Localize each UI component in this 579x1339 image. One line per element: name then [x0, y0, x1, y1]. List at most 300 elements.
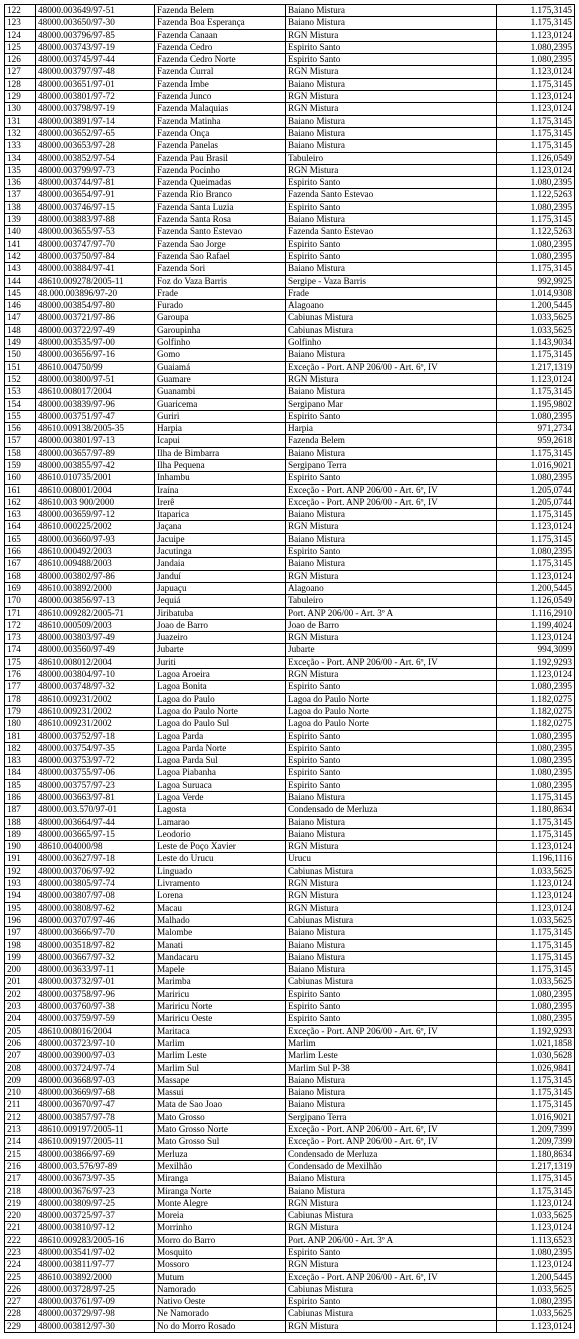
process-number-cell: 48000.003812/97-30: [36, 1320, 155, 1332]
process-number-cell: 48000.003656/97-16: [36, 349, 155, 361]
row-number-cell: 220: [5, 1210, 36, 1222]
table-row: [5, 779, 575, 791]
price-value-cell: 1.192,9293: [497, 656, 575, 668]
table-row: [5, 312, 575, 324]
row-number-cell: 140: [5, 226, 36, 238]
row-number-cell: 156: [5, 423, 36, 435]
reference-oil-cell: Baiano Mistura: [286, 816, 497, 828]
process-number-cell: 48000.003541/97-02: [36, 1246, 155, 1258]
price-value-cell: 1.199,4024: [497, 619, 575, 631]
table-row: [5, 459, 575, 471]
price-value-cell: 994,3099: [497, 644, 575, 656]
field-name-cell: Lagoa do Paulo Norte: [155, 705, 286, 717]
table-row: [5, 1025, 575, 1037]
field-name-cell: Lagoa Parda: [155, 730, 286, 742]
table-row: [5, 632, 575, 644]
row-number-cell: 155: [5, 410, 36, 422]
process-number-cell: 48000.003657/97-89: [36, 447, 155, 459]
reference-oil-cell: Baiano Mistura: [286, 5, 497, 17]
field-name-cell: Inhambu: [155, 472, 286, 484]
row-number-cell: 130: [5, 103, 36, 115]
price-value-cell: 1.080,2395: [497, 1246, 575, 1258]
field-name-cell: Fazenda Cedro: [155, 41, 286, 53]
process-number-cell: 48000.003805/97-74: [36, 878, 155, 890]
field-name-cell: Livramento: [155, 878, 286, 890]
row-number-cell: 162: [5, 496, 36, 508]
reference-oil-cell: Lagoa do Paulo Norte: [286, 718, 497, 730]
row-number-cell: 166: [5, 546, 36, 558]
process-number-cell: 48000.003759/97-59: [36, 1013, 155, 1025]
table-row: [5, 1271, 575, 1283]
process-number-cell: 48000.003667/97-32: [36, 951, 155, 963]
price-value-cell: 1.123,0124: [497, 521, 575, 533]
process-number-cell: 48610.009231/2002: [36, 705, 155, 717]
field-name-cell: Nativo Oeste: [155, 1296, 286, 1308]
table-row: [5, 1173, 575, 1185]
price-value-cell: 1.175,3145: [497, 214, 575, 226]
table-row: [5, 1074, 575, 1086]
reference-oil-cell: Baiano Mistura: [286, 964, 497, 976]
reference-oil-cell: Fazenda Belem: [286, 435, 497, 447]
row-number-cell: 154: [5, 398, 36, 410]
price-value-cell: 1.123,0124: [497, 29, 575, 41]
reference-oil-cell: Exceção - Port. ANP 206/00 - Art. 6º, IV: [286, 1271, 497, 1283]
reference-oil-cell: Cabiunas Mistura: [286, 865, 497, 877]
price-value-cell: 1.123,0124: [497, 1320, 575, 1332]
price-value-cell: 1.175,3145: [497, 927, 575, 939]
field-name-cell: Fazenda Sao Rafael: [155, 250, 286, 262]
field-name-cell: Garoupa: [155, 312, 286, 324]
reference-oil-cell: Tabuleiro: [286, 152, 497, 164]
process-number-cell: 48000.003804/97-10: [36, 669, 155, 681]
process-number-cell: 48000.003654/97-91: [36, 189, 155, 201]
reference-oil-cell: Espirito Santo: [286, 238, 497, 250]
table-row: [5, 718, 575, 730]
field-name-cell: Iraína: [155, 484, 286, 496]
row-number-cell: 173: [5, 632, 36, 644]
price-value-cell: 1.175,3145: [497, 1087, 575, 1099]
row-number-cell: 151: [5, 361, 36, 373]
row-number-cell: 190: [5, 841, 36, 853]
field-name-cell: Golfinho: [155, 337, 286, 349]
table-row: [5, 29, 575, 41]
price-value-cell: 1.080,2395: [497, 767, 575, 779]
process-number-cell: 48000.003753/97-72: [36, 755, 155, 767]
process-number-cell: 48000.003660/97-93: [36, 533, 155, 545]
row-number-cell: 227: [5, 1296, 36, 1308]
field-name-cell: Harpia: [155, 423, 286, 435]
process-number-cell: 48.000.003896/97-20: [36, 287, 155, 299]
table-row: [5, 1037, 575, 1049]
reference-oil-cell: Espirito Santo: [286, 767, 497, 779]
row-number-cell: 193: [5, 878, 36, 890]
price-value-cell: 1.123,0124: [497, 1259, 575, 1271]
reference-oil-cell: Espirito Santo: [286, 1246, 497, 1258]
process-number-cell: 48000.003807/97-08: [36, 890, 155, 902]
row-number-cell: 202: [5, 988, 36, 1000]
field-name-cell: Mariricu Norte: [155, 1001, 286, 1013]
process-number-cell: 48610.009278/2005-11: [36, 275, 155, 287]
row-number-cell: 144: [5, 275, 36, 287]
row-number-cell: 122: [5, 5, 36, 17]
price-value-cell: 992,9925: [497, 275, 575, 287]
field-name-cell: Lagoa Piabanha: [155, 767, 286, 779]
table-row: [5, 705, 575, 717]
table-row: [5, 484, 575, 496]
price-value-cell: 1.200,5445: [497, 300, 575, 312]
process-number-cell: 48000.003797/97-48: [36, 66, 155, 78]
field-name-cell: Fazenda Pau Brasil: [155, 152, 286, 164]
row-number-cell: 139: [5, 214, 36, 226]
field-name-cell: Mato Grosso Norte: [155, 1124, 286, 1136]
row-number-cell: 191: [5, 853, 36, 865]
reference-oil-cell: Baiano Mistura: [286, 1099, 497, 1111]
table-row: [5, 1185, 575, 1197]
row-number-cell: 200: [5, 964, 36, 976]
process-number-cell: 48000.003839/97-96: [36, 398, 155, 410]
process-number-cell: 48000.003649/97-51: [36, 5, 155, 17]
reference-oil-cell: Sergipano Terra: [286, 1111, 497, 1123]
table-row: [5, 644, 575, 656]
row-number-cell: 219: [5, 1197, 36, 1209]
field-name-cell: Fazenda Rio Branco: [155, 189, 286, 201]
document-page: [4, 4, 574, 1333]
reference-oil-cell: Baiano Mistura: [286, 927, 497, 939]
row-number-cell: 172: [5, 619, 36, 631]
field-name-cell: Miranga Norte: [155, 1185, 286, 1197]
price-value-cell: 1.016,9021: [497, 1111, 575, 1123]
table-row: [5, 250, 575, 262]
field-name-cell: Garoupinha: [155, 324, 286, 336]
field-name-cell: Fazenda Queimadas: [155, 177, 286, 189]
field-name-cell: Mosquito: [155, 1246, 286, 1258]
field-name-cell: Mata de Sao Joao: [155, 1099, 286, 1111]
field-name-cell: Lamarao: [155, 816, 286, 828]
field-name-cell: Marlim: [155, 1037, 286, 1049]
process-number-cell: 48000.003670/97-47: [36, 1099, 155, 1111]
field-name-cell: Frade: [155, 287, 286, 299]
price-value-cell: 1.175,3145: [497, 828, 575, 840]
table-row: [5, 927, 575, 939]
row-number-cell: 211: [5, 1099, 36, 1111]
reference-oil-cell: Baiano Mistura: [286, 78, 497, 90]
price-value-cell: 1.175,3145: [497, 816, 575, 828]
process-number-cell: 48000.003744/97-81: [36, 177, 155, 189]
table-row: [5, 546, 575, 558]
price-value-cell: 1.175,3145: [497, 1173, 575, 1185]
field-name-cell: Lagoa Parda Sul: [155, 755, 286, 767]
row-number-cell: 175: [5, 656, 36, 668]
table-row: [5, 804, 575, 816]
reference-oil-cell: RGN Mistura: [286, 878, 497, 890]
price-value-cell: 1.123,0124: [497, 373, 575, 385]
price-value-cell: 1.080,2395: [497, 1013, 575, 1025]
reference-oil-cell: Baiano Mistura: [286, 140, 497, 152]
price-value-cell: 1.192,9293: [497, 1025, 575, 1037]
process-number-cell: 48000.003732/97-01: [36, 976, 155, 988]
row-number-cell: 146: [5, 300, 36, 312]
process-number-cell: 48000.003652/97-65: [36, 127, 155, 139]
price-value-cell: 1.123,0124: [497, 66, 575, 78]
field-name-cell: Fazenda Pocinho: [155, 164, 286, 176]
reference-oil-cell: Condensado de Merluza: [286, 804, 497, 816]
row-number-cell: 197: [5, 927, 36, 939]
row-number-cell: 170: [5, 595, 36, 607]
row-number-cell: 229: [5, 1320, 36, 1332]
process-number-cell: 48610.009283/2005-16: [36, 1234, 155, 1246]
row-number-cell: 157: [5, 435, 36, 447]
price-value-cell: 1.021,1858: [497, 1037, 575, 1049]
row-number-cell: 169: [5, 582, 36, 594]
reference-oil-cell: Joao de Barro: [286, 619, 497, 631]
reference-oil-cell: RGN Mistura: [286, 1222, 497, 1234]
reference-oil-cell: Baiano Mistura: [286, 386, 497, 398]
reference-oil-cell: Baiano Mistura: [286, 214, 497, 226]
price-value-cell: 1.200,5445: [497, 582, 575, 594]
process-number-cell: 48000.003803/97-49: [36, 632, 155, 644]
table-row: [5, 1308, 575, 1320]
reference-oil-cell: Cabiunas Mistura: [286, 1308, 497, 1320]
field-name-cell: Jacuipe: [155, 533, 286, 545]
price-value-cell: 1.122,5263: [497, 226, 575, 238]
price-value-cell: 1.123,0124: [497, 1222, 575, 1234]
price-value-cell: 1.217,1319: [497, 1160, 575, 1172]
row-number-cell: 183: [5, 755, 36, 767]
row-number-cell: 210: [5, 1087, 36, 1099]
price-value-cell: 1.175,3145: [497, 78, 575, 90]
row-number-cell: 164: [5, 521, 36, 533]
reference-oil-cell: Baiano Mistura: [286, 447, 497, 459]
process-number-cell: 48610.004000/98: [36, 841, 155, 853]
price-value-cell: 1.123,0124: [497, 902, 575, 914]
process-number-cell: 48000.003655/97-53: [36, 226, 155, 238]
row-number-cell: 152: [5, 373, 36, 385]
table-row: [5, 410, 575, 422]
price-value-cell: 1.209,7399: [497, 1124, 575, 1136]
field-name-cell: Ilha Pequena: [155, 459, 286, 471]
table-row: [5, 1013, 575, 1025]
field-name-cell: Ilha de Bimbarra: [155, 447, 286, 459]
field-name-cell: Lagoa Suruaca: [155, 779, 286, 791]
row-number-cell: 225: [5, 1271, 36, 1283]
field-name-cell: Namorado: [155, 1283, 286, 1295]
price-value-cell: 1.033,5625: [497, 312, 575, 324]
table-row: [5, 951, 575, 963]
field-name-cell: Itaparica: [155, 509, 286, 521]
row-number-cell: 215: [5, 1148, 36, 1160]
table-row: [5, 1259, 575, 1271]
price-value-cell: 1.175,3145: [497, 1099, 575, 1111]
row-number-cell: 124: [5, 29, 36, 41]
reference-oil-cell: Baiano Mistura: [286, 1185, 497, 1197]
process-number-cell: 48000.003729/97-98: [36, 1308, 155, 1320]
row-number-cell: 177: [5, 681, 36, 693]
table-row: [5, 619, 575, 631]
price-value-cell: 1.123,0124: [497, 164, 575, 176]
process-number-cell: 48000.003809/97-25: [36, 1197, 155, 1209]
row-number-cell: 174: [5, 644, 36, 656]
field-name-cell: Fazenda Junco: [155, 91, 286, 103]
reference-oil-cell: Exceção - Port. ANP 206/00 - Art. 6º, IV: [286, 361, 497, 373]
reference-oil-cell: Exceção - Port. ANP 206/00 - Art. 6º, IV: [286, 1025, 497, 1037]
field-name-cell: Mexilhão: [155, 1160, 286, 1172]
row-number-cell: 214: [5, 1136, 36, 1148]
process-number-cell: 48000.003707/97-46: [36, 914, 155, 926]
row-number-cell: 216: [5, 1160, 36, 1172]
field-name-cell: Manati: [155, 939, 286, 951]
price-value-cell: 1.175,3145: [497, 1074, 575, 1086]
price-value-cell: 1.182,0275: [497, 718, 575, 730]
row-number-cell: 188: [5, 816, 36, 828]
row-number-cell: 125: [5, 41, 36, 53]
table-row: [5, 115, 575, 127]
row-number-cell: 153: [5, 386, 36, 398]
table-row: [5, 509, 575, 521]
row-number-cell: 145: [5, 287, 36, 299]
process-number-cell: 48000.003761/97-09: [36, 1296, 155, 1308]
row-number-cell: 208: [5, 1062, 36, 1074]
field-name-cell: Mandacaru: [155, 951, 286, 963]
table-row: [5, 349, 575, 361]
row-number-cell: 171: [5, 607, 36, 619]
reference-oil-cell: Baiano Mistura: [286, 263, 497, 275]
row-number-cell: 136: [5, 177, 36, 189]
process-number-cell: 48610.009231/2002: [36, 693, 155, 705]
field-name-cell: Juriti: [155, 656, 286, 668]
table-row: [5, 127, 575, 139]
table-row: [5, 91, 575, 103]
process-number-cell: 48000.003750/97-84: [36, 250, 155, 262]
table-row: [5, 361, 575, 373]
process-number-cell: 48000.003757/97-23: [36, 779, 155, 791]
field-name-cell: Guriri: [155, 410, 286, 422]
field-name-cell: Malombe: [155, 927, 286, 939]
field-name-cell: Macau: [155, 902, 286, 914]
process-number-cell: 48000.003801/97-13: [36, 435, 155, 447]
reference-oil-cell: RGN Mistura: [286, 29, 497, 41]
field-name-cell: Guaiamá: [155, 361, 286, 373]
process-number-cell: 48610.008017/2004: [36, 386, 155, 398]
field-name-cell: Jequiá: [155, 595, 286, 607]
row-number-cell: 178: [5, 693, 36, 705]
price-value-cell: 1.123,0124: [497, 91, 575, 103]
process-number-cell: 48000.003857/97-78: [36, 1111, 155, 1123]
table-row: [5, 41, 575, 53]
process-number-cell: 48000.003798/97-19: [36, 103, 155, 115]
field-name-cell: Fazenda Santa Rosa: [155, 214, 286, 226]
field-name-cell: Ne Namorado: [155, 1308, 286, 1320]
process-number-cell: 48610.003892/2000: [36, 582, 155, 594]
process-number-cell: 48610.009138/2005-35: [36, 423, 155, 435]
price-value-cell: 1.122,5263: [497, 189, 575, 201]
reference-oil-cell: Baiano Mistura: [286, 17, 497, 29]
table-row: [5, 472, 575, 484]
process-number-cell: 48000.003802/97-86: [36, 570, 155, 582]
row-number-cell: 195: [5, 902, 36, 914]
row-number-cell: 180: [5, 718, 36, 730]
row-number-cell: 181: [5, 730, 36, 742]
row-number-cell: 212: [5, 1111, 36, 1123]
field-name-cell: Icapui: [155, 435, 286, 447]
process-number-cell: 48610.008001/2004: [36, 484, 155, 496]
table-row: [5, 1087, 575, 1099]
price-value-cell: 1.123,0124: [497, 1197, 575, 1209]
table-row: [5, 1197, 575, 1209]
process-number-cell: 48000.003676/97-23: [36, 1185, 155, 1197]
reference-oil-cell: Sergipe - Vaza Barris: [286, 275, 497, 287]
row-number-cell: 165: [5, 533, 36, 545]
price-value-cell: 1.123,0124: [497, 890, 575, 902]
table-row: [5, 226, 575, 238]
price-value-cell: 1.182,0275: [497, 693, 575, 705]
field-name-cell: Jandaia: [155, 558, 286, 570]
table-row: [5, 816, 575, 828]
table-row: [5, 767, 575, 779]
table-row: [5, 693, 575, 705]
field-name-cell: Lagoa do Paulo: [155, 693, 286, 705]
field-name-cell: Marlim Sul: [155, 1062, 286, 1074]
price-value-cell: 1.033,5625: [497, 1283, 575, 1295]
reference-oil-cell: RGN Mistura: [286, 890, 497, 902]
field-name-cell: Morro do Barro: [155, 1234, 286, 1246]
price-value-cell: 1.180,8634: [497, 804, 575, 816]
price-value-cell: 1.175,3145: [497, 509, 575, 521]
row-number-cell: 129: [5, 91, 36, 103]
reference-oil-cell: Baiano Mistura: [286, 558, 497, 570]
price-value-cell: 1.175,3145: [497, 115, 575, 127]
process-number-cell: 48000.003747/97-70: [36, 238, 155, 250]
table-row: [5, 533, 575, 545]
field-name-cell: No do Morro Rosado: [155, 1320, 286, 1332]
price-value-cell: 1.182,0275: [497, 705, 575, 717]
field-name-cell: Mato Grosso: [155, 1111, 286, 1123]
reference-oil-cell: RGN Mistura: [286, 103, 497, 115]
reference-oil-cell: Cabiunas Mistura: [286, 1210, 497, 1222]
table-row: [5, 742, 575, 754]
reference-oil-cell: Golfinho: [286, 337, 497, 349]
table-row: [5, 582, 575, 594]
table-row: [5, 152, 575, 164]
price-value-cell: 1.126,0549: [497, 595, 575, 607]
process-number-cell: 48000.003801/97-72: [36, 91, 155, 103]
process-number-cell: 48610.010735/2001: [36, 472, 155, 484]
row-number-cell: 199: [5, 951, 36, 963]
process-number-cell: 48000.003723/97-10: [36, 1037, 155, 1049]
row-number-cell: 184: [5, 767, 36, 779]
reference-oil-cell: Lagoa do Paulo Norte: [286, 693, 497, 705]
process-number-cell: 48000.003856/97-13: [36, 595, 155, 607]
price-value-cell: 1.080,2395: [497, 730, 575, 742]
field-name-cell: Fazenda Belem: [155, 5, 286, 17]
field-name-cell: Fazenda Sao Jorge: [155, 238, 286, 250]
row-number-cell: 207: [5, 1050, 36, 1062]
reference-oil-cell: Espirito Santo: [286, 1296, 497, 1308]
row-number-cell: 228: [5, 1308, 36, 1320]
table-row: [5, 300, 575, 312]
reference-oil-cell: Espirito Santo: [286, 779, 497, 791]
reference-oil-cell: Port. ANP 206/00 - Art. 3º A: [286, 1234, 497, 1246]
reference-oil-cell: RGN Mistura: [286, 632, 497, 644]
process-number-cell: 48610.008016/2004: [36, 1025, 155, 1037]
table-row: [5, 939, 575, 951]
field-name-cell: Japuaçu: [155, 582, 286, 594]
price-value-cell: 1.033,5625: [497, 1308, 575, 1320]
process-number-cell: 48000.003743/97-19: [36, 41, 155, 53]
table-row: [5, 902, 575, 914]
field-name-cell: Mariricu Oeste: [155, 1013, 286, 1025]
row-number-cell: 137: [5, 189, 36, 201]
price-value-cell: 1.123,0124: [497, 570, 575, 582]
